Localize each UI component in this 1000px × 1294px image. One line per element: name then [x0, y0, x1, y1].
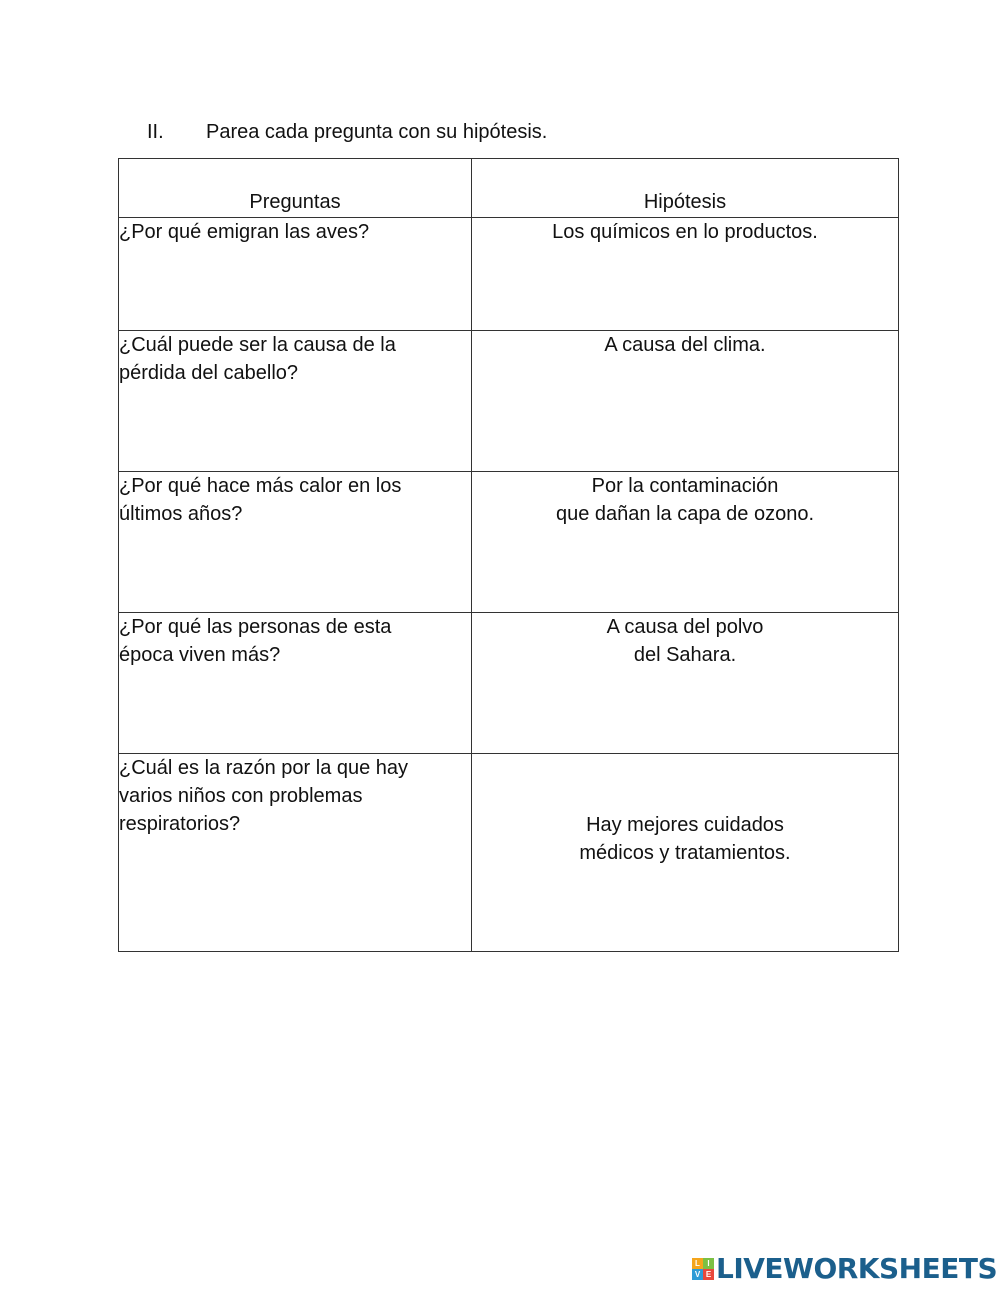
question-cell — [119, 754, 472, 952]
question-cell — [119, 331, 472, 472]
hypothesis-text: que dañan la capa de ozono. — [556, 503, 814, 525]
hypothesis-cell[interactable] — [472, 331, 899, 472]
question-text: ¿Por qué hace más calor en los — [119, 475, 402, 497]
table-row — [119, 472, 899, 613]
hypothesis-text: Por la contaminación — [591, 475, 779, 497]
hypothesis-text: A causa del polvo — [606, 616, 764, 638]
logo-tile: E — [703, 1269, 714, 1280]
hypothesis-cell[interactable] — [472, 754, 899, 952]
question-cell — [119, 613, 472, 754]
table-row — [119, 754, 899, 952]
question-text: últimos años? — [119, 503, 243, 525]
table-row — [119, 613, 899, 754]
brand-wordmark: LIVEWORKSHEETS — [716, 1252, 998, 1285]
header-hypotheses: Hipótesis — [472, 159, 899, 218]
question-text: ¿Por qué las personas de esta — [119, 616, 392, 638]
question-text: respiratorios? — [119, 813, 241, 835]
hypothesis-text: A causa del clima. — [604, 334, 766, 356]
header-questions: Preguntas — [119, 159, 472, 218]
logo-tile: V — [692, 1269, 703, 1280]
question-text: ¿Cuál es la razón por la que hay — [119, 757, 409, 779]
hypothesis-cell[interactable] — [472, 472, 899, 613]
matching-table — [118, 158, 899, 952]
hypothesis-cell[interactable] — [472, 218, 899, 331]
question-text: ¿Por qué emigran las aves? — [119, 221, 370, 243]
question-text: varios niños con problemas — [119, 785, 363, 807]
question-text: época viven más? — [119, 644, 281, 666]
liveworksheets-branding — [692, 1254, 997, 1284]
question-text: pérdida del cabello? — [119, 362, 299, 384]
logo-tile: L — [692, 1258, 703, 1269]
instruction-line — [147, 118, 547, 146]
hypothesis-cell[interactable] — [472, 613, 899, 754]
hypothesis-text: Los químicos en lo productos. — [552, 221, 818, 243]
instruction-number: II. — [147, 121, 164, 143]
liveworksheets-logo-icon — [692, 1258, 714, 1280]
instruction-text: Parea cada pregunta con su hipótesis. — [206, 121, 548, 143]
hypothesis-text: del Sahara. — [633, 644, 737, 666]
hypothesis-text: Hay mejores cuidados — [586, 814, 784, 836]
question-cell — [119, 472, 472, 613]
table-header-row — [119, 159, 899, 218]
logo-tile: I — [703, 1258, 714, 1269]
hypothesis-text: médicos y tratamientos. — [579, 842, 791, 864]
question-text: ¿Cuál puede ser la causa de la — [119, 334, 396, 356]
table-row — [119, 218, 899, 331]
table-row — [119, 331, 899, 472]
question-cell — [119, 218, 472, 331]
